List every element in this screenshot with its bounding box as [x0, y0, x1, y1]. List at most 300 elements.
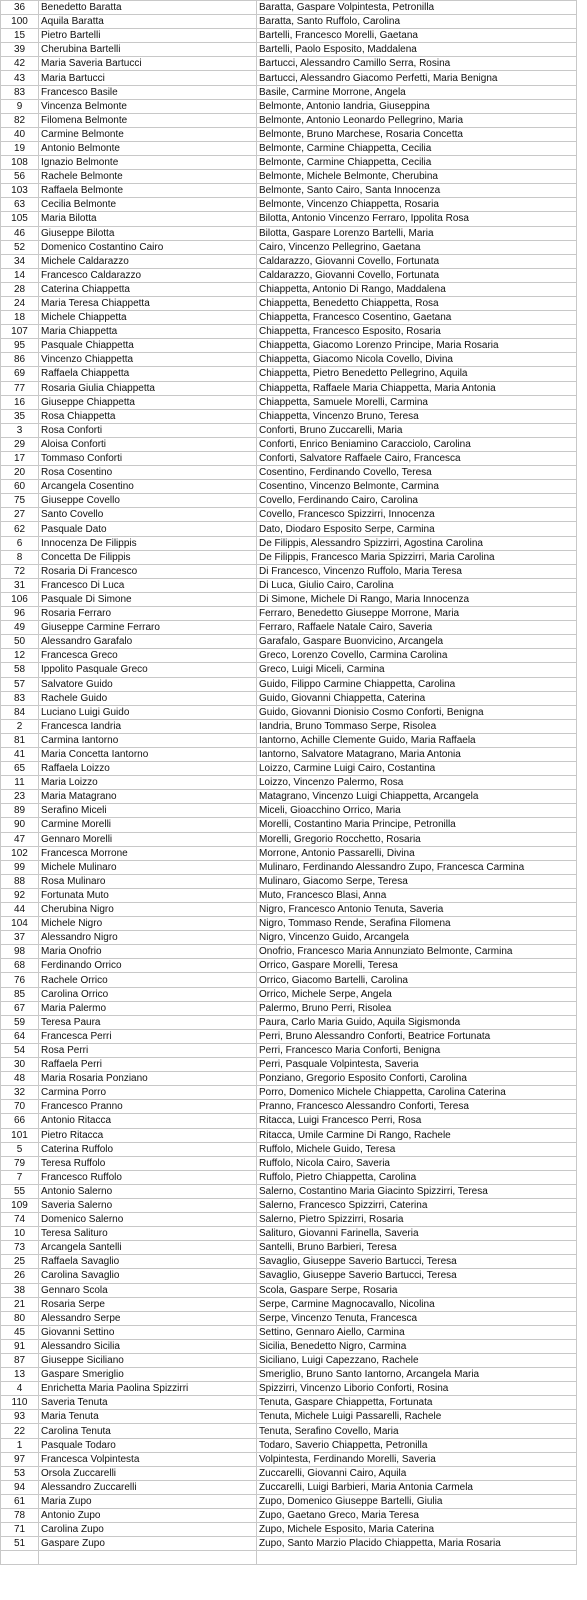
parents-cell[interactable]: Miceli, Gioacchino Orrico, Maria [257, 804, 577, 818]
row-number-cell[interactable]: 28 [1, 282, 39, 296]
name-cell[interactable]: Tommaso Conforti [39, 452, 257, 466]
name-cell[interactable]: Pasquale Di Simone [39, 592, 257, 606]
parents-cell[interactable]: Belmonte, Bruno Marchese, Rosaria Concetta [257, 127, 577, 141]
row-number-cell[interactable]: 59 [1, 1015, 39, 1029]
row-number-cell[interactable]: 34 [1, 254, 39, 268]
name-cell[interactable]: Saveria Salerno [39, 1198, 257, 1212]
name-cell[interactable]: Antonio Salerno [39, 1184, 257, 1198]
name-cell[interactable]: Rosa Chiappetta [39, 409, 257, 423]
parents-cell[interactable]: Zuccarelli, Giovanni Cairo, Aquila [257, 1466, 577, 1480]
parents-cell[interactable]: Baratta, Santo Ruffolo, Carolina [257, 15, 577, 29]
name-cell[interactable]: Aloisa Conforti [39, 437, 257, 451]
row-number-cell[interactable]: 16 [1, 395, 39, 409]
name-cell[interactable]: Caterina Chiappetta [39, 282, 257, 296]
row-number-cell[interactable]: 110 [1, 1396, 39, 1410]
row-number-cell[interactable]: 76 [1, 973, 39, 987]
parents-cell[interactable]: Pranno, Francesco Alessandro Conforti, Teresa [257, 1100, 577, 1114]
parents-cell[interactable]: Bilotta, Gaspare Lorenzo Bartelli, Maria [257, 226, 577, 240]
name-cell[interactable]: Maria Concetta Iantorno [39, 747, 257, 761]
parents-cell[interactable]: Orrico, Michele Serpe, Angela [257, 987, 577, 1001]
name-cell[interactable]: Raffaela Perri [39, 1058, 257, 1072]
name-cell[interactable]: Maria Bilotta [39, 212, 257, 226]
parents-cell[interactable]: Chiappetta, Benedetto Chiappetta, Rosa [257, 296, 577, 310]
parents-cell[interactable]: Conforti, Enrico Beniamino Caracciolo, Carolina [257, 437, 577, 451]
row-number-cell[interactable]: 20 [1, 466, 39, 480]
parents-cell[interactable]: Muto, Francesco Blasi, Anna [257, 888, 577, 902]
row-number-cell[interactable]: 62 [1, 522, 39, 536]
row-number-cell[interactable]: 84 [1, 705, 39, 719]
parents-cell[interactable]: Ruffolo, Pietro Chiappetta, Carolina [257, 1170, 577, 1184]
row-number-cell[interactable]: 43 [1, 71, 39, 85]
parents-cell[interactable]: Serpe, Vincenzo Tenuta, Francesca [257, 1311, 577, 1325]
row-number-cell[interactable]: 5 [1, 1142, 39, 1156]
parents-cell[interactable]: Santelli, Bruno Barbieri, Teresa [257, 1241, 577, 1255]
name-cell[interactable]: Pasquale Chiappetta [39, 339, 257, 353]
parents-cell[interactable]: Chiappetta, Raffaele Maria Chiappetta, Maria Antonia [257, 381, 577, 395]
parents-cell[interactable]: Guido, Filippo Carmine Chiappetta, Carolina [257, 677, 577, 691]
parents-cell[interactable]: Spizzirri, Vincenzo Liborio Conforti, Rosina [257, 1382, 577, 1396]
row-number-cell[interactable]: 106 [1, 592, 39, 606]
parents-cell[interactable]: Todaro, Saverio Chiappetta, Petronilla [257, 1438, 577, 1452]
name-cell[interactable]: Gaspare Zupo [39, 1537, 257, 1551]
name-cell[interactable]: Michele Mulinaro [39, 860, 257, 874]
name-cell[interactable]: Francesco Basile [39, 85, 257, 99]
name-cell[interactable]: Serafino Miceli [39, 804, 257, 818]
row-number-cell[interactable]: 89 [1, 804, 39, 818]
name-cell[interactable]: Francesca Iandria [39, 719, 257, 733]
parents-cell[interactable]: Ponziano, Gregorio Esposito Conforti, Carolina [257, 1072, 577, 1086]
name-cell[interactable]: Teresa Salituro [39, 1227, 257, 1241]
name-cell[interactable]: Carmine Morelli [39, 818, 257, 832]
parents-cell[interactable]: Conforti, Bruno Zuccarelli, Maria [257, 423, 577, 437]
name-cell[interactable]: Carmine Belmonte [39, 127, 257, 141]
row-number-cell[interactable]: 85 [1, 987, 39, 1001]
parents-cell[interactable]: Perri, Francesco Maria Conforti, Benigna [257, 1043, 577, 1057]
name-cell[interactable]: Teresa Ruffolo [39, 1156, 257, 1170]
row-number-cell[interactable]: 82 [1, 113, 39, 127]
parents-cell[interactable]: Zupo, Gaetano Greco, Maria Teresa [257, 1509, 577, 1523]
row-number-cell[interactable]: 65 [1, 762, 39, 776]
row-number-cell[interactable]: 101 [1, 1128, 39, 1142]
name-cell[interactable]: Raffaela Savaglio [39, 1255, 257, 1269]
parents-cell[interactable]: Greco, Lorenzo Covello, Carmina Carolina [257, 649, 577, 663]
parents-cell[interactable]: Smeriglio, Bruno Santo Iantorno, Arcangela Maria [257, 1368, 577, 1382]
name-cell[interactable]: Cherubina Bartelli [39, 43, 257, 57]
row-number-cell[interactable]: 47 [1, 832, 39, 846]
parents-cell[interactable]: Bartucci, Alessandro Giacomo Perfetti, Maria Benigna [257, 71, 577, 85]
row-number-cell[interactable]: 78 [1, 1509, 39, 1523]
row-number-cell[interactable]: 97 [1, 1452, 39, 1466]
name-cell[interactable]: Francesca Morrone [39, 846, 257, 860]
empty-cell[interactable] [39, 1551, 257, 1565]
row-number-cell[interactable]: 41 [1, 747, 39, 761]
parents-cell[interactable]: Savaglio, Giuseppe Saverio Bartucci, Teresa [257, 1255, 577, 1269]
row-number-cell[interactable]: 39 [1, 43, 39, 57]
parents-cell[interactable]: Chiappetta, Antonio Di Rango, Maddalena [257, 282, 577, 296]
row-number-cell[interactable]: 87 [1, 1354, 39, 1368]
name-cell[interactable]: Giuseppe Bilotta [39, 226, 257, 240]
row-number-cell[interactable]: 58 [1, 663, 39, 677]
name-cell[interactable]: Antonio Ritacca [39, 1114, 257, 1128]
row-number-cell[interactable]: 66 [1, 1114, 39, 1128]
name-cell[interactable]: Rosa Perri [39, 1043, 257, 1057]
parents-cell[interactable]: Chiappetta, Francesco Esposito, Rosaria [257, 325, 577, 339]
parents-cell[interactable]: Nigro, Vincenzo Guido, Arcangela [257, 931, 577, 945]
parents-cell[interactable]: Cosentino, Vincenzo Belmonte, Carmina [257, 480, 577, 494]
row-number-cell[interactable]: 15 [1, 29, 39, 43]
parents-cell[interactable]: Salituro, Giovanni Farinella, Saveria [257, 1227, 577, 1241]
parents-cell[interactable]: Ritacca, Luigi Francesco Perri, Rosa [257, 1114, 577, 1128]
row-number-cell[interactable]: 54 [1, 1043, 39, 1057]
parents-cell[interactable]: Iandria, Bruno Tommaso Serpe, Risolea [257, 719, 577, 733]
parents-cell[interactable]: Belmonte, Vincenzo Chiappetta, Rosaria [257, 198, 577, 212]
parents-cell[interactable]: Loizzo, Vincenzo Palermo, Rosa [257, 776, 577, 790]
parents-cell[interactable]: Di Simone, Michele Di Rango, Maria Innocenza [257, 592, 577, 606]
row-number-cell[interactable]: 79 [1, 1156, 39, 1170]
name-cell[interactable]: Francesca Volpintesta [39, 1452, 257, 1466]
row-number-cell[interactable]: 71 [1, 1523, 39, 1537]
row-number-cell[interactable]: 49 [1, 621, 39, 635]
parents-cell[interactable]: Ferraro, Raffaele Natale Cairo, Saveria [257, 621, 577, 635]
name-cell[interactable]: Rosa Cosentino [39, 466, 257, 480]
row-number-cell[interactable]: 99 [1, 860, 39, 874]
row-number-cell[interactable]: 14 [1, 268, 39, 282]
parents-cell[interactable]: Scola, Gaspare Serpe, Rosaria [257, 1283, 577, 1297]
row-number-cell[interactable]: 53 [1, 1466, 39, 1480]
parents-cell[interactable]: Zupo, Domenico Giuseppe Bartelli, Giulia [257, 1494, 577, 1508]
row-number-cell[interactable]: 13 [1, 1368, 39, 1382]
row-number-cell[interactable]: 102 [1, 846, 39, 860]
parents-cell[interactable]: Savaglio, Giuseppe Saverio Bartucci, Teresa [257, 1269, 577, 1283]
row-number-cell[interactable]: 17 [1, 452, 39, 466]
parents-cell[interactable]: Guido, Giovanni Chiappetta, Caterina [257, 691, 577, 705]
row-number-cell[interactable]: 27 [1, 508, 39, 522]
parents-cell[interactable]: Serpe, Carmine Magnocavallo, Nicolina [257, 1297, 577, 1311]
name-cell[interactable]: Alessandro Sicilia [39, 1339, 257, 1353]
name-cell[interactable]: Maria Matagrano [39, 790, 257, 804]
name-cell[interactable]: Vincenzo Chiappetta [39, 353, 257, 367]
parents-cell[interactable]: Di Luca, Giulio Cairo, Carolina [257, 578, 577, 592]
parents-cell[interactable]: Chiappetta, Vincenzo Bruno, Teresa [257, 409, 577, 423]
name-cell[interactable]: Cherubina Nigro [39, 903, 257, 917]
row-number-cell[interactable]: 75 [1, 494, 39, 508]
name-cell[interactable]: Michele Caldarazzo [39, 254, 257, 268]
parents-cell[interactable]: Morrone, Antonio Passarelli, Divina [257, 846, 577, 860]
row-number-cell[interactable]: 12 [1, 649, 39, 663]
name-cell[interactable]: Maria Tenuta [39, 1410, 257, 1424]
parents-cell[interactable]: Mulinaro, Ferdinando Alessandro Zupo, Francesca Carmina [257, 860, 577, 874]
name-cell[interactable]: Ignazio Belmonte [39, 156, 257, 170]
parents-cell[interactable]: Cosentino, Ferdinando Covello, Teresa [257, 466, 577, 480]
row-number-cell[interactable]: 93 [1, 1410, 39, 1424]
empty-cell[interactable] [257, 1551, 577, 1565]
name-cell[interactable]: Salvatore Guido [39, 677, 257, 691]
parents-cell[interactable]: Caldarazzo, Giovanni Covello, Fortunata [257, 268, 577, 282]
name-cell[interactable]: Carolina Tenuta [39, 1424, 257, 1438]
parents-cell[interactable]: Paura, Carlo Maria Guido, Aquila Sigismonda [257, 1015, 577, 1029]
row-number-cell[interactable]: 56 [1, 170, 39, 184]
row-number-cell[interactable]: 96 [1, 607, 39, 621]
name-cell[interactable]: Maria Rosaria Ponziano [39, 1072, 257, 1086]
row-number-cell[interactable]: 45 [1, 1325, 39, 1339]
row-number-cell[interactable]: 48 [1, 1072, 39, 1086]
row-number-cell[interactable]: 11 [1, 776, 39, 790]
parents-cell[interactable]: Palermo, Bruno Perri, Risolea [257, 1001, 577, 1015]
parents-cell[interactable]: Tenuta, Gaspare Chiappetta, Fortunata [257, 1396, 577, 1410]
parents-cell[interactable]: Morelli, Gregorio Rocchetto, Rosaria [257, 832, 577, 846]
row-number-cell[interactable]: 92 [1, 888, 39, 902]
parents-cell[interactable]: Bilotta, Antonio Vincenzo Ferraro, Ippolita Rosa [257, 212, 577, 226]
name-cell[interactable]: Rosaria Serpe [39, 1297, 257, 1311]
name-cell[interactable]: Giovanni Settino [39, 1325, 257, 1339]
row-number-cell[interactable]: 91 [1, 1339, 39, 1353]
name-cell[interactable]: Maria Saveria Bartucci [39, 57, 257, 71]
parents-cell[interactable]: Belmonte, Carmine Chiappetta, Cecilia [257, 141, 577, 155]
parents-cell[interactable]: Matagrano, Vincenzo Luigi Chiappetta, Arcangela [257, 790, 577, 804]
parents-cell[interactable]: Morelli, Costantino Maria Principe, Petronilla [257, 818, 577, 832]
parents-cell[interactable]: Chiappetta, Giacomo Nicola Covello, Divina [257, 353, 577, 367]
row-number-cell[interactable]: 26 [1, 1269, 39, 1283]
parents-cell[interactable]: Bartelli, Francesco Morelli, Gaetana [257, 29, 577, 43]
name-cell[interactable]: Ferdinando Orrico [39, 959, 257, 973]
row-number-cell[interactable]: 80 [1, 1311, 39, 1325]
name-cell[interactable]: Arcangela Cosentino [39, 480, 257, 494]
name-cell[interactable]: Benedetto Baratta [39, 1, 257, 15]
parents-cell[interactable]: Zupo, Santo Marzio Placido Chiappetta, Maria Rosaria [257, 1537, 577, 1551]
name-cell[interactable]: Domenico Costantino Cairo [39, 240, 257, 254]
parents-cell[interactable]: Chiappetta, Samuele Morelli, Carmina [257, 395, 577, 409]
row-number-cell[interactable]: 44 [1, 903, 39, 917]
name-cell[interactable]: Giuseppe Covello [39, 494, 257, 508]
name-cell[interactable]: Filomena Belmonte [39, 113, 257, 127]
parents-cell[interactable]: Chiappetta, Giacomo Lorenzo Principe, Maria Rosaria [257, 339, 577, 353]
name-cell[interactable]: Maria Loizzo [39, 776, 257, 790]
name-cell[interactable]: Carolina Savaglio [39, 1269, 257, 1283]
row-number-cell[interactable]: 32 [1, 1086, 39, 1100]
row-number-cell[interactable]: 103 [1, 184, 39, 198]
name-cell[interactable]: Aquila Baratta [39, 15, 257, 29]
parents-cell[interactable]: Cairo, Vincenzo Pellegrino, Gaetana [257, 240, 577, 254]
name-cell[interactable]: Alessandro Garafalo [39, 635, 257, 649]
parents-cell[interactable]: Caldarazzo, Giovanni Covello, Fortunata [257, 254, 577, 268]
name-cell[interactable]: Giuseppe Siciliano [39, 1354, 257, 1368]
row-number-cell[interactable]: 37 [1, 931, 39, 945]
row-number-cell[interactable]: 86 [1, 353, 39, 367]
name-cell[interactable]: Francesca Greco [39, 649, 257, 663]
parents-cell[interactable]: Volpintesta, Ferdinando Morelli, Saveria [257, 1452, 577, 1466]
row-number-cell[interactable]: 73 [1, 1241, 39, 1255]
row-number-cell[interactable]: 81 [1, 733, 39, 747]
parents-cell[interactable]: Perri, Bruno Alessandro Conforti, Beatrice Fortunata [257, 1029, 577, 1043]
row-number-cell[interactable]: 57 [1, 677, 39, 691]
name-cell[interactable]: Pietro Bartelli [39, 29, 257, 43]
parents-cell[interactable]: Porro, Domenico Michele Chiappetta, Carolina Caterina [257, 1086, 577, 1100]
parents-cell[interactable]: Di Francesco, Vincenzo Ruffolo, Maria Teresa [257, 564, 577, 578]
row-number-cell[interactable]: 107 [1, 325, 39, 339]
row-number-cell[interactable]: 109 [1, 1198, 39, 1212]
name-cell[interactable]: Gennaro Morelli [39, 832, 257, 846]
parents-cell[interactable]: Covello, Francesco Spizzirri, Innocenza [257, 508, 577, 522]
row-number-cell[interactable]: 42 [1, 57, 39, 71]
row-number-cell[interactable]: 68 [1, 959, 39, 973]
row-number-cell[interactable]: 35 [1, 409, 39, 423]
parents-cell[interactable]: Ferraro, Benedetto Giuseppe Morrone, Maria [257, 607, 577, 621]
parents-cell[interactable]: Mulinaro, Giacomo Serpe, Teresa [257, 874, 577, 888]
row-number-cell[interactable]: 72 [1, 564, 39, 578]
row-number-cell[interactable]: 18 [1, 311, 39, 325]
row-number-cell[interactable]: 1 [1, 1438, 39, 1452]
parents-cell[interactable]: Settino, Gennaro Aiello, Carmina [257, 1325, 577, 1339]
row-number-cell[interactable]: 22 [1, 1424, 39, 1438]
row-number-cell[interactable]: 88 [1, 874, 39, 888]
parents-cell[interactable]: Tenuta, Michele Luigi Passarelli, Rachele [257, 1410, 577, 1424]
parents-cell[interactable]: Bartucci, Alessandro Camillo Serra, Rosina [257, 57, 577, 71]
row-number-cell[interactable]: 90 [1, 818, 39, 832]
name-cell[interactable]: Alessandro Zuccarelli [39, 1480, 257, 1494]
parents-cell[interactable]: Zuccarelli, Luigi Barbieri, Maria Antonia Carmela [257, 1480, 577, 1494]
name-cell[interactable]: Gennaro Scola [39, 1283, 257, 1297]
name-cell[interactable]: Francesco Ruffolo [39, 1170, 257, 1184]
name-cell[interactable]: Concetta De Filippis [39, 550, 257, 564]
row-number-cell[interactable]: 36 [1, 1, 39, 15]
name-cell[interactable]: Pasquale Todaro [39, 1438, 257, 1452]
name-cell[interactable]: Saveria Tenuta [39, 1396, 257, 1410]
row-number-cell[interactable]: 10 [1, 1227, 39, 1241]
row-number-cell[interactable]: 51 [1, 1537, 39, 1551]
row-number-cell[interactable]: 64 [1, 1029, 39, 1043]
parents-cell[interactable]: Baratta, Gaspare Volpintesta, Petronilla [257, 1, 577, 15]
parents-cell[interactable]: Bartelli, Paolo Esposito, Maddalena [257, 43, 577, 57]
name-cell[interactable]: Arcangela Santelli [39, 1241, 257, 1255]
name-cell[interactable]: Antonio Zupo [39, 1509, 257, 1523]
row-number-cell[interactable]: 21 [1, 1297, 39, 1311]
row-number-cell[interactable]: 74 [1, 1213, 39, 1227]
row-number-cell[interactable]: 8 [1, 550, 39, 564]
parents-cell[interactable]: Conforti, Salvatore Raffaele Cairo, Francesca [257, 452, 577, 466]
name-cell[interactable]: Luciano Luigi Guido [39, 705, 257, 719]
row-number-cell[interactable]: 19 [1, 141, 39, 155]
row-number-cell[interactable]: 105 [1, 212, 39, 226]
parents-cell[interactable]: Nigro, Tommaso Rende, Serafina Filomena [257, 917, 577, 931]
name-cell[interactable]: Santo Covello [39, 508, 257, 522]
row-number-cell[interactable]: 3 [1, 423, 39, 437]
name-cell[interactable]: Michele Chiappetta [39, 311, 257, 325]
parents-cell[interactable]: Orrico, Giacomo Bartelli, Carolina [257, 973, 577, 987]
row-number-cell[interactable]: 30 [1, 1058, 39, 1072]
row-number-cell[interactable]: 100 [1, 15, 39, 29]
parents-cell[interactable]: Salerno, Francesco Spizzirri, Caterina [257, 1198, 577, 1212]
name-cell[interactable]: Alessandro Serpe [39, 1311, 257, 1325]
name-cell[interactable]: Pietro Ritacca [39, 1128, 257, 1142]
parents-cell[interactable]: Siciliano, Luigi Capezzano, Rachele [257, 1354, 577, 1368]
parents-cell[interactable]: Belmonte, Antonio Iandria, Giuseppina [257, 99, 577, 113]
name-cell[interactable]: Carmina Porro [39, 1086, 257, 1100]
row-number-cell[interactable]: 38 [1, 1283, 39, 1297]
row-number-cell[interactable]: 31 [1, 578, 39, 592]
row-number-cell[interactable]: 9 [1, 99, 39, 113]
parents-cell[interactable]: De Filippis, Alessandro Spizzirri, Agostina Carolina [257, 536, 577, 550]
name-cell[interactable]: Enrichetta Maria Paolina Spizzirri [39, 1382, 257, 1396]
name-cell[interactable]: Maria Zupo [39, 1494, 257, 1508]
name-cell[interactable]: Maria Palermo [39, 1001, 257, 1015]
name-cell[interactable]: Fortunata Muto [39, 888, 257, 902]
row-number-cell[interactable]: 94 [1, 1480, 39, 1494]
row-number-cell[interactable]: 69 [1, 367, 39, 381]
row-number-cell[interactable]: 108 [1, 156, 39, 170]
row-number-cell[interactable]: 60 [1, 480, 39, 494]
name-cell[interactable]: Rachele Guido [39, 691, 257, 705]
name-cell[interactable]: Rachele Belmonte [39, 170, 257, 184]
parents-cell[interactable]: Orrico, Gaspare Morelli, Teresa [257, 959, 577, 973]
name-cell[interactable]: Carolina Zupo [39, 1523, 257, 1537]
row-number-cell[interactable]: 95 [1, 339, 39, 353]
parents-cell[interactable]: Sicilia, Benedetto Nigro, Carmina [257, 1339, 577, 1353]
parents-cell[interactable]: Iantorno, Achille Clemente Guido, Maria Raffaela [257, 733, 577, 747]
name-cell[interactable]: Rosaria Ferraro [39, 607, 257, 621]
row-number-cell[interactable]: 104 [1, 917, 39, 931]
row-number-cell[interactable]: 6 [1, 536, 39, 550]
row-number-cell[interactable]: 52 [1, 240, 39, 254]
row-number-cell[interactable]: 98 [1, 945, 39, 959]
row-number-cell[interactable]: 24 [1, 296, 39, 310]
name-cell[interactable]: Carmina Iantorno [39, 733, 257, 747]
parents-cell[interactable]: Guido, Giovanni Dionisio Cosmo Conforti, Benigna [257, 705, 577, 719]
parents-cell[interactable]: Salerno, Pietro Spizzirri, Rosaria [257, 1213, 577, 1227]
parents-cell[interactable]: Nigro, Francesco Antonio Tenuta, Saveria [257, 903, 577, 917]
name-cell[interactable]: Caterina Ruffolo [39, 1142, 257, 1156]
row-number-cell[interactable]: 83 [1, 85, 39, 99]
name-cell[interactable]: Rosaria Giulia Chiappetta [39, 381, 257, 395]
parents-cell[interactable]: Onofrio, Francesco Maria Annunziato Belmonte, Carmina [257, 945, 577, 959]
parents-cell[interactable]: Tenuta, Serafino Covello, Maria [257, 1424, 577, 1438]
row-number-cell[interactable]: 40 [1, 127, 39, 141]
parents-cell[interactable]: Covello, Ferdinando Cairo, Carolina [257, 494, 577, 508]
row-number-cell[interactable]: 77 [1, 381, 39, 395]
name-cell[interactable]: Pasquale Dato [39, 522, 257, 536]
parents-cell[interactable]: Belmonte, Santo Cairo, Santa Innocenza [257, 184, 577, 198]
name-cell[interactable]: Giuseppe Carmine Ferraro [39, 621, 257, 635]
name-cell[interactable]: Rosa Mulinaro [39, 874, 257, 888]
name-cell[interactable]: Antonio Belmonte [39, 141, 257, 155]
row-number-cell[interactable]: 61 [1, 1494, 39, 1508]
name-cell[interactable]: Maria Onofrio [39, 945, 257, 959]
parents-cell[interactable]: Ritacca, Umile Carmine Di Rango, Rachele [257, 1128, 577, 1142]
parents-cell[interactable]: Belmonte, Antonio Leonardo Pellegrino, Maria [257, 113, 577, 127]
parents-cell[interactable]: Garafalo, Gaspare Buonvicino, Arcangela [257, 635, 577, 649]
row-number-cell[interactable]: 29 [1, 437, 39, 451]
row-number-cell[interactable]: 67 [1, 1001, 39, 1015]
name-cell[interactable]: Giuseppe Chiappetta [39, 395, 257, 409]
name-cell[interactable]: Carolina Orrico [39, 987, 257, 1001]
name-cell[interactable]: Francesco Caldarazzo [39, 268, 257, 282]
row-number-cell[interactable]: 46 [1, 226, 39, 240]
name-cell[interactable]: Francesco Pranno [39, 1100, 257, 1114]
name-cell[interactable]: Raffaela Chiappetta [39, 367, 257, 381]
parents-cell[interactable]: Belmonte, Carmine Chiappetta, Cecilia [257, 156, 577, 170]
name-cell[interactable]: Cecilia Belmonte [39, 198, 257, 212]
parents-cell[interactable]: Greco, Luigi Miceli, Carmina [257, 663, 577, 677]
name-cell[interactable]: Raffaela Loizzo [39, 762, 257, 776]
parents-cell[interactable]: Salerno, Costantino Maria Giacinto Spizzirri, Teresa [257, 1184, 577, 1198]
parents-cell[interactable]: Chiappetta, Francesco Cosentino, Gaetana [257, 311, 577, 325]
row-number-cell[interactable]: 70 [1, 1100, 39, 1114]
parents-cell[interactable]: Ruffolo, Nicola Cairo, Saveria [257, 1156, 577, 1170]
row-number-cell[interactable]: 55 [1, 1184, 39, 1198]
parents-cell[interactable]: Belmonte, Michele Belmonte, Cherubina [257, 170, 577, 184]
parents-cell[interactable]: Chiappetta, Pietro Benedetto Pellegrino, Aquila [257, 367, 577, 381]
name-cell[interactable]: Maria Teresa Chiappetta [39, 296, 257, 310]
row-number-cell[interactable]: 50 [1, 635, 39, 649]
